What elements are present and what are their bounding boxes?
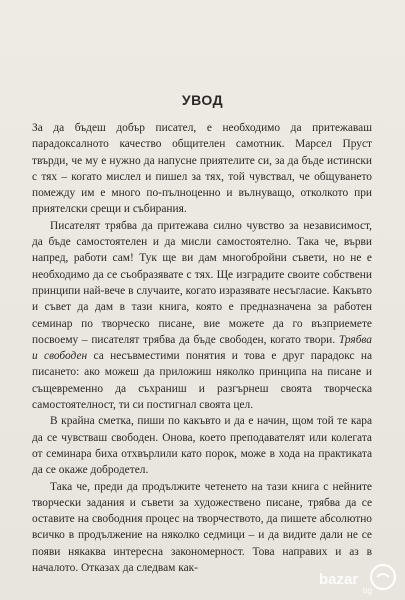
watermark-suffix-text: bg — [363, 586, 372, 595]
watermark-brand-text: bazar — [319, 571, 359, 588]
paragraph-2-italic-phrase: Трябва и свободен — [32, 333, 372, 363]
bazar-watermark-logo — [317, 562, 399, 596]
paragraph-2-part-1: Писателят трябва да притежава силно чувство за независимост, да бъде самостоятелен и да мисли самостоятелно. Така че, върви напред, работи сам! Тук ще ви дам многобройни съвети, но не е необходимо да се съобразявате с тях. Ще изградите своите собствени принципи най-вече в случаите, когато изразявате несъгласие. Какъвто и съвет да дам в тази книга, която е предназначена за работен семинар по творческо писане, вие можете да го възприемете посвоему – писателят трябва да бъде свободен, когато твори. — [32, 219, 372, 346]
paragraph-4: Така че, преди да продължите четенето на тази книга с нейните творчески задания и съвети за художествено писане, трябва да се оставите на свободния процес на творчеството, да пишете абсолютно всичко в продължение на няколко седмици – и да видите дали не се появи някаква интересна закономерност. Това направих и аз в началото. Отказах да следвам как- — [32, 480, 372, 575]
paragraph-1: За да бъдеш добър писател, е необходимо да притежаваш парадоксалното качество общителен самотник. Марсел Пруст твърди, че му е нужно да напусне приятелите си, за да бъде истински с тях – когато мислел и пишел за тях, той чувствал, че общуването помежду им е много по-пълноценно и вълнуващо, отколкото при приятелски срещи и събирания. — [32, 122, 372, 216]
body-text — [32, 120, 372, 576]
paragraph-3: В крайна сметка, пиши по какъвто и да е начин, щом той те кара да се чувстваш свободен. Онова, което преподавателят или колегата от семинара биха отхвърлили като порок, може в хода на практиката да се окаже добродетел. — [32, 415, 372, 477]
chapter-title: УВОД — [181, 92, 224, 108]
paragraph-2-part-2: са несъвместими понятия и това е друг парадокс на писането: ако можеш да приложиш няколко принципа на писане и същевременно да съхраниш и разгърнеш своята творческа самостоятелност, ти си постигнал своята цел. — [32, 350, 372, 412]
paragraph-2 — [32, 218, 372, 414]
